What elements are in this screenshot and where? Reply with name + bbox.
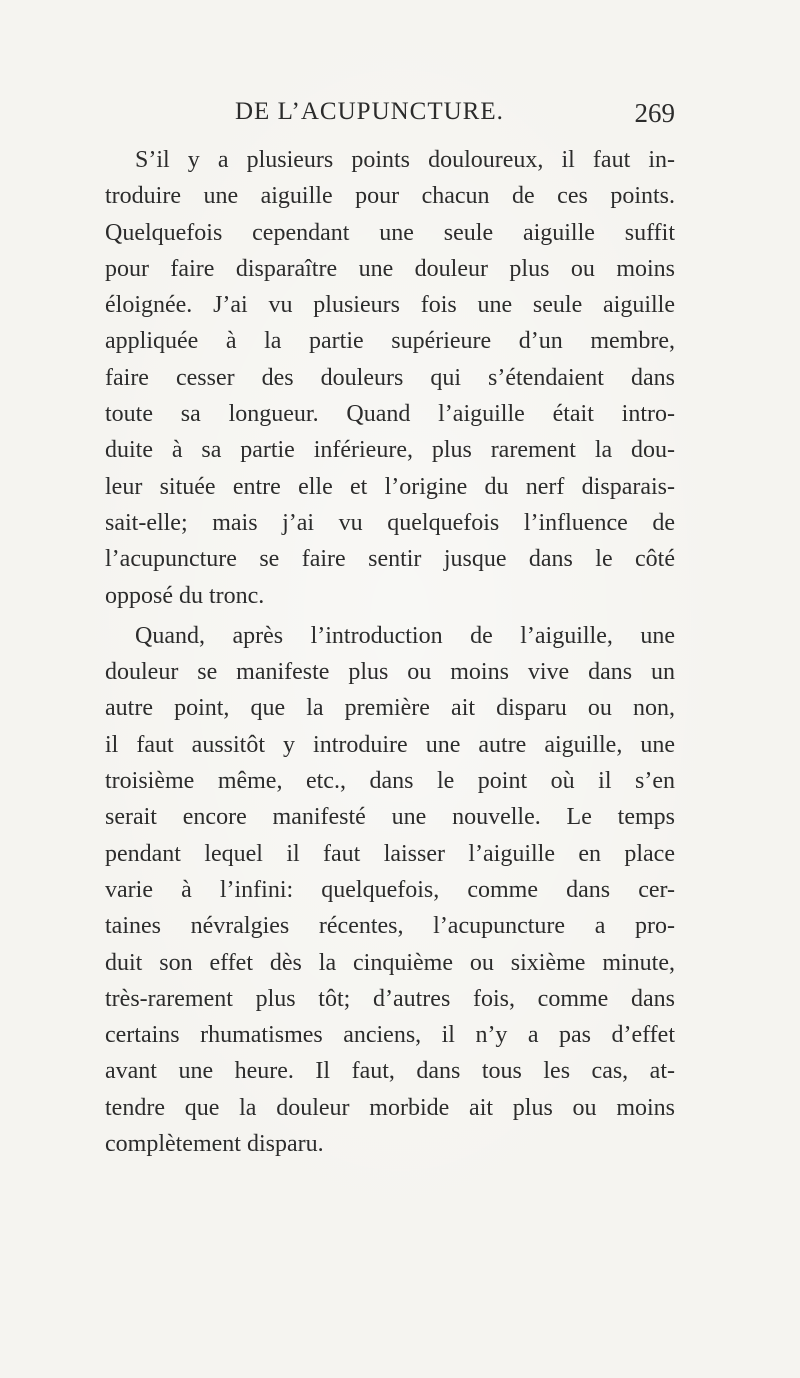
text-line: leur située entre elle et l’origine du nerf disparais- <box>105 473 675 500</box>
text-line: éloignée. J’ai vu plusieurs fois une seule aiguille <box>105 292 675 319</box>
text-line: Quand, après l’introduction de l’aiguille, une <box>135 622 675 649</box>
text-line: varie à l’infini: quelquefois, comme dans cer- <box>105 876 675 903</box>
text-line: troduire une aiguille pour chacun de ces points. <box>105 183 675 210</box>
text-line: appliquée à la partie supérieure d’un membre, <box>105 328 675 355</box>
text-line: tendre que la douleur morbide ait plus ou moins <box>105 1094 675 1121</box>
text-line: serait encore manifesté une nouvelle. Le temps <box>105 804 675 831</box>
paragraph <box>105 618 675 1162</box>
text-line: Quelquefois cependant une seule aiguille suffit <box>105 219 675 246</box>
text-line: pour faire disparaître une douleur plus ou moins <box>105 255 675 282</box>
text-line: très-rarement plus tôt; d’autres fois, comme dans <box>105 985 675 1012</box>
text-line: certains rhumatismes anciens, il n’y a pas d’effet <box>105 1022 675 1049</box>
text-line: opposé du tronc. <box>105 582 265 609</box>
running-head: DE L’ACUPUNCTURE. <box>235 98 504 125</box>
text-line: troisième même, etc., dans le point où il s’en <box>105 768 675 795</box>
text-line: pendant lequel il faut laisser l’aiguille en place <box>105 840 675 867</box>
page-number: 269 <box>634 98 675 128</box>
text-line: douleur se manifeste plus ou moins vive dans un <box>105 659 675 686</box>
text-line: taines névralgies récentes, l’acupuncture a pro- <box>105 913 675 940</box>
text-line: complètement disparu. <box>105 1131 324 1158</box>
body-text <box>105 142 675 1162</box>
text-line: faire cesser des douleurs qui s’étendaient dans <box>105 364 675 391</box>
text-line: S’il y a plusieurs points douloureux, il faut in- <box>135 147 675 173</box>
text-line: toute sa longueur. Quand l’aiguille était intro- <box>105 401 675 428</box>
text-line: avant une heure. Il faut, dans tous les cas, at- <box>105 1058 675 1085</box>
text-line: duite à sa partie inférieure, plus rarement la dou- <box>105 437 675 464</box>
text-line: duit son effet dès la cinquième ou sixième minute, <box>105 949 675 976</box>
text-line: l’acupuncture se faire sentir jusque dans le côté <box>105 546 675 573</box>
text-line: il faut aussitôt y introduire une autre aiguille, une <box>105 731 675 758</box>
paragraph <box>105 142 675 614</box>
text-line: sait-elle; mais j’ai vu quelquefois l’influence de <box>105 509 675 536</box>
text-line: autre point, que la première ait disparu ou non, <box>105 695 675 722</box>
page-header <box>235 98 675 138</box>
